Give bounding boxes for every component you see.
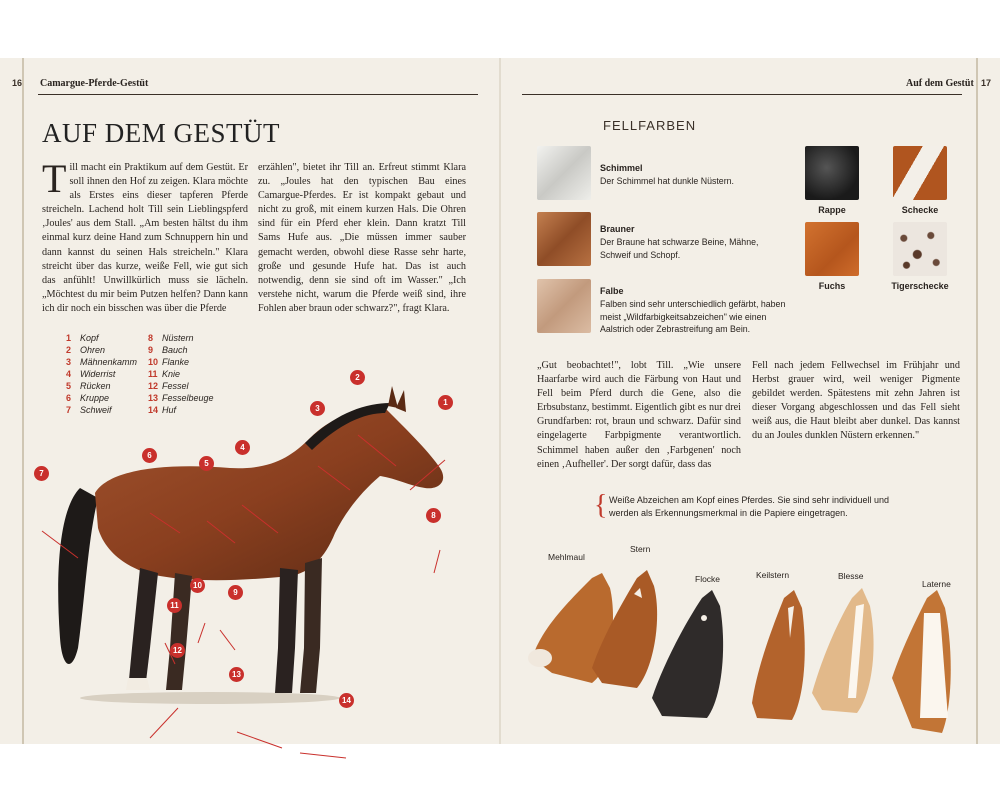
- note-brace: {: [594, 490, 608, 521]
- header-rule-left: [38, 94, 478, 95]
- horse-head-laterne: [892, 590, 951, 733]
- legend-label: Rücken: [80, 381, 111, 391]
- left-column-2: erzählen", bietet ihr Till an. Erfreut stimmt Klara zu. „Joules hat den typischen Bau eines Camargue-Pferdes. Er ist kompakt gebaut und nicht zu groß, mit einem kurzen Hals. Die Ohren sind für ein Pferd eher klein. Dann kratzt Till Sams Hufe aus. „Die müssen immer sauber gemacht werden, obwohl diese Rasse sehr harte, große und gesunde Hufe hat. Das ist auch notwendig, denn sie sind oft im Wasser." „Ich verstehe nicht, warum die Pferde weiß sind, ihre Fohlen aber braun oder schwarz?", fragt Klara.: [258, 162, 466, 314]
- color-name-brauner: Brauner: [600, 224, 635, 234]
- horse-heads-illustration: [522, 558, 972, 738]
- horse-fore-leg: [275, 568, 298, 693]
- horse-head-keilstern: [752, 590, 805, 720]
- legend-number: 3: [66, 357, 72, 367]
- running-title-right: Auf dem Gestüt: [906, 78, 974, 89]
- legend-number: 4: [66, 369, 72, 379]
- tile-label-rappe: Rappe: [818, 205, 846, 215]
- color-desc-schimmel: Der Schimmel hat dunkle Nüstern.: [600, 176, 734, 186]
- book-spread: [0, 58, 1000, 744]
- header-rule-right: [522, 94, 962, 95]
- legend-number: 1: [66, 333, 72, 343]
- legend-number: 5: [66, 381, 72, 391]
- horse-tail: [58, 488, 98, 664]
- anatomy-marker-6: 6: [142, 448, 157, 463]
- horse-hind-leg: [166, 573, 192, 690]
- anatomy-marker-9: 9: [228, 585, 243, 600]
- label-mehlmaul: Mehlmaul: [548, 552, 585, 562]
- tile-label-tigerschecke: Tigerschecke: [891, 281, 949, 291]
- legend-label: Fesselbeuge: [162, 393, 214, 403]
- anatomy-marker-1: 1: [438, 395, 453, 410]
- swatch-schimmel: [537, 146, 591, 200]
- anatomy-marker-10: 10: [190, 578, 205, 593]
- legend-number: 13: [148, 393, 159, 403]
- horse-body: [95, 408, 443, 580]
- horse-fore-leg: [300, 558, 322, 693]
- legend-label: Mähnenkamm: [80, 357, 138, 367]
- color-name-schimmel: Schimmel: [600, 163, 643, 173]
- ground-shadow: [80, 692, 340, 704]
- page-number-right: 17: [981, 78, 992, 88]
- swatch-brauner: [537, 212, 591, 266]
- tile-fuchs: [805, 222, 859, 276]
- anatomy-marker-14: 14: [339, 693, 354, 708]
- legend-label: Nüstern: [162, 333, 194, 343]
- tile-rappe: [805, 146, 859, 200]
- right-column-1: „Gut beobachtet!", lobt Till. „Wie unsere Haarfarbe wird auch die Färbung von Haut und Fell beim Pferd durch die Gene, also die Erbsubstanz, bestimmt. Eigentlich gibt es nur drei Grundfarben: rot, braun und schwarz. Dafür sind eingelagerte Farbpigmente verantwortlich. Schimmel haben außer den ‚Farbgenen' noch einen ‚Aufheller'. Der sorgt dafür, dass das: [537, 360, 741, 470]
- legend-number: 8: [148, 333, 154, 343]
- legend-label: Huf: [162, 405, 177, 415]
- color-desc-brauner: Der Braune hat schwarze Beine, Mähne, Schweif und Schopf.: [600, 237, 759, 260]
- legend-label: Ohren: [80, 345, 106, 355]
- legend-label: Kruppe: [80, 393, 110, 403]
- tile-schecke: [893, 146, 947, 200]
- white-sock: [126, 678, 150, 690]
- section-title-fellfarben: FELLFARBEN: [603, 118, 697, 133]
- running-title-left: Camargue-Pferde-Gestüt: [40, 78, 149, 89]
- horse-head-blesse: [812, 588, 874, 713]
- anatomy-marker-2: 2: [350, 370, 365, 385]
- tile-label-fuchs: Fuchs: [818, 281, 846, 291]
- color-name-falbe: Falbe: [600, 286, 624, 296]
- legend-number: 11: [148, 369, 158, 379]
- left-col1-text: ill macht ein Praktikum auf dem Gestüt. Er soll ihnen den Hof zu zeigen. Klara möchte als Erstes eins dieser tapferen Pferde streicheln. Lachend holt Till sein Lieblingspferd ‚Joules' aus dem Stall. „Am besten hältst du ihm einmal kurz deine Hand zum Schnuppern hin und dann kannst du seinen Hals streicheln." Klara streicht über das kurze, weiße Fell, wie gut sich das anfühlt! Unwillkürlich muss sie lächeln. „Möchtest du mir beim Putzen helfen? Dann kann ich dir noch ein bisschen was über die Pferde: [42, 162, 248, 314]
- legend-label: Bauch: [162, 345, 188, 355]
- legend-label: Kopf: [80, 333, 99, 343]
- anatomy-marker-5: 5: [199, 456, 214, 471]
- tile-label-schecke: Schecke: [901, 205, 939, 215]
- label-keilstern: Keilstern: [756, 570, 790, 580]
- legend-number: 2: [66, 345, 72, 355]
- label-blesse: Blesse: [838, 571, 864, 581]
- swatch-falbe: [537, 279, 591, 333]
- right-column-2: Fell nach jedem Fellwechsel im Frühjahr und Herbst grauer wird, weil weniger Pigmente gebildet werden. Spätestens mit zehn Jahren ist dieser Vorgang abgeschlossen und das Fell sieht weiß aus, die Haut bleibt aber dunkel. Das kannst du an Joules dunklen Nüstern erkennen.": [752, 360, 960, 442]
- anatomy-marker-12: 12: [170, 643, 185, 658]
- legend-label: Knie: [162, 369, 181, 379]
- legend-number: 10: [148, 357, 159, 367]
- color-desc-falbe: Falben sind sehr unterschiedlich gefärbt, haben meist „Wildfarbigkeitsabzeichen" wie einen Aalstrich oder Zebrastreifung am Bein.: [600, 299, 786, 334]
- abzeichen-note: Weiße Abzeichen am Kopf eines Pferdes. Sie sind sehr individuell und werden als Erkennungsmerkmal in die Papiere eingetragen.: [609, 495, 889, 518]
- anatomy-marker-11: 11: [167, 598, 182, 613]
- label-laterne: Laterne: [922, 579, 951, 589]
- horse-ear: [396, 390, 406, 412]
- horse-ear: [388, 386, 398, 408]
- anatomy-marker-13: 13: [229, 667, 244, 682]
- legend-label: Widerrist: [80, 369, 116, 379]
- anatomy-marker-4: 4: [235, 440, 250, 455]
- anatomy-marker-8: 8: [426, 508, 441, 523]
- legend-label: Fessel: [162, 381, 189, 391]
- anatomy-marker-7: 7: [34, 466, 49, 481]
- legend-number: 12: [148, 381, 159, 391]
- horse-anatomy-illustration: [0, 318, 500, 738]
- legend-number: 7: [66, 405, 72, 415]
- label-stern: Stern: [630, 544, 651, 554]
- drop-cap: T: [42, 156, 67, 201]
- horse-hind-leg: [128, 568, 158, 690]
- right-page-border: [976, 58, 996, 744]
- label-flocke: Flocke: [695, 574, 721, 584]
- anatomy-marker-3: 3: [310, 401, 325, 416]
- legend-number: 14: [148, 405, 159, 415]
- legend-number: 9: [148, 345, 154, 355]
- horse-head-flocke: [652, 590, 723, 718]
- page-number-left: 16: [12, 78, 23, 88]
- left-column-1: [42, 156, 248, 316]
- legend-label: Schweif: [80, 405, 112, 415]
- page-title: AUF DEM GESTÜT: [42, 118, 281, 148]
- legend-label: Flanke: [162, 357, 190, 367]
- tile-tigerschecke: [893, 222, 947, 276]
- legend-number: 6: [66, 393, 72, 403]
